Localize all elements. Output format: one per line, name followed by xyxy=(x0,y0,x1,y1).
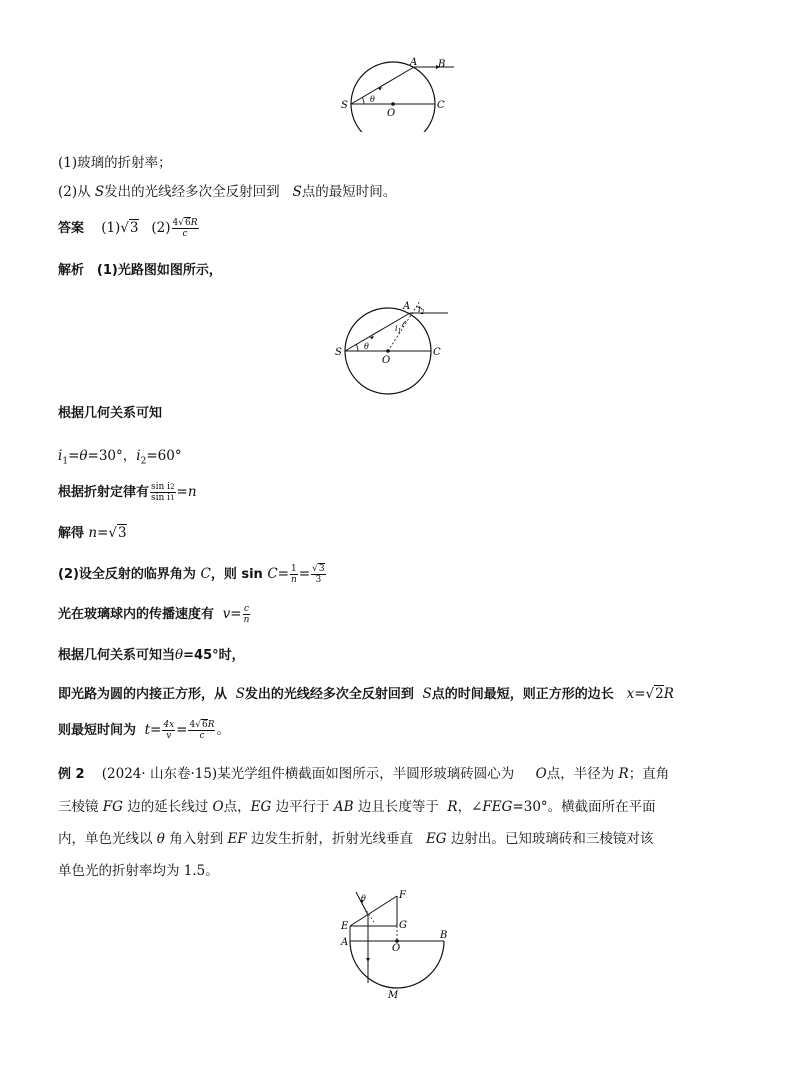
time-line: 则最短时间为 t= $\frac{4x}{v}$ = $\frac{4√6R}{c}$ 。 xyxy=(58,720,230,741)
label-G: G xyxy=(399,920,407,931)
snell-line: 根据折射定律有 $\frac{\text{sin i2}}{\text{sin i1}}$ =n xyxy=(58,482,197,503)
solve-line: 解得 n=√3 xyxy=(58,525,127,541)
geometry-line-1: 根据几何关系可知 xyxy=(58,406,163,421)
analysis-line: 解析 (1)光路图如图所示， xyxy=(58,263,222,278)
label-B: B xyxy=(438,59,446,70)
label-O: O xyxy=(392,943,401,954)
label-A: A xyxy=(410,57,418,68)
label-C: C xyxy=(433,347,441,358)
label-theta: θ xyxy=(364,342,369,351)
answer-line: 答案 (1)√3 (2) $\frac{4√6R}{c}$ xyxy=(58,218,198,239)
question-2: (2)从 S发出的光线经多次全反射回到 S点的最短时间。 xyxy=(58,184,397,200)
label-M: M xyxy=(388,990,399,1001)
figure-1-circle-diagram xyxy=(330,52,470,132)
label-theta: θ xyxy=(361,894,366,903)
angles-line: $i_1=\theta=30^\circ$，$i_2=60^\circ$ xyxy=(58,448,182,467)
square-line: 即光路为圆的内接正方形，从 S发出的光线经多次全反射回到 S点的时间最短，则正方形的边长 x=√2R xyxy=(58,686,674,702)
figure-2-light-path-diagram xyxy=(330,295,460,395)
geometry-line-2: 根据几何关系可知当θ=45°时， xyxy=(58,647,245,663)
question-1: (1)玻璃的折射率； xyxy=(58,155,172,171)
label-S: S xyxy=(335,347,342,358)
label-S: S xyxy=(341,100,348,111)
label-i1: $i_1$ xyxy=(395,324,402,335)
speed-line: 光在玻璃球内的传播速度有 v= $\frac{c}{n}$ xyxy=(58,604,250,625)
figure-3-optical-component xyxy=(332,888,462,1003)
label-O: O xyxy=(382,355,391,366)
label-O: O xyxy=(387,108,396,119)
label-A: A xyxy=(341,937,349,948)
label-i2: $i_2$ xyxy=(418,305,425,316)
label-B: B xyxy=(440,930,448,941)
label-theta: θ xyxy=(370,95,375,104)
label-C: C xyxy=(437,100,445,111)
label-E: E xyxy=(341,921,349,932)
critical-angle-line: (2)设全反射的临界角为 C，则 sin C= $\frac{1}{n}$ = $\frac{√3}{3}$ xyxy=(58,564,325,585)
example-2-paragraph: 例 2 (2024· 山东卷·15)某光学组件横截面如图所示，半圆形玻璃砖圆心为 O点，半径为 R；直角 三棱镜 FG 边的延长线过 O点，EG 边平行于 AB 边且长度等于 R，∠FEG=30°。横截面所在平面 内，单色光线以 θ 角入射到 EF 边发生折射，折射光线垂直 EG 边射出。已知玻璃砖和三棱镜对该 单色光的折射率均为 1.5。 xyxy=(58,766,670,879)
label-F: F xyxy=(399,890,406,901)
label-A: A xyxy=(403,301,411,312)
